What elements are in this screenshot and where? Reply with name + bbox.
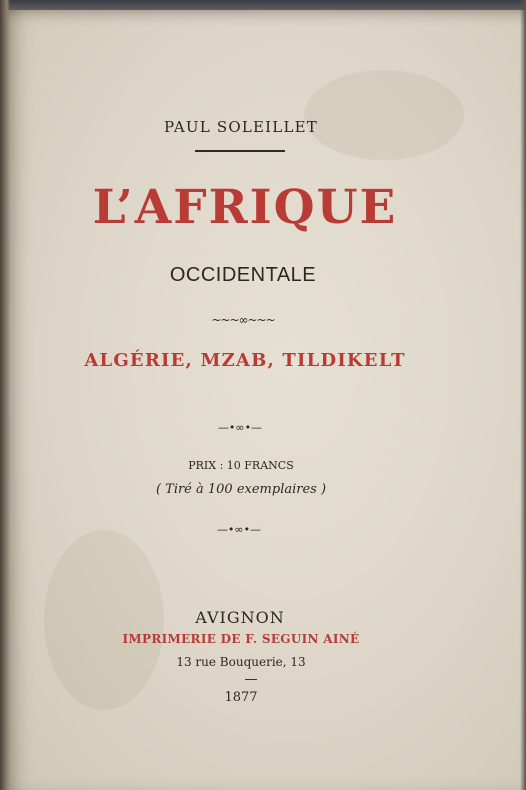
ornament-divider: —•∞•— [217, 421, 263, 434]
edition-note: ( Tiré à 100 exemplaires ) [155, 482, 327, 497]
publication-city: AVIGNON [195, 608, 285, 627]
ornament-divider: ~~~∞~~~ [211, 313, 275, 327]
author-rule [195, 150, 285, 152]
paper-stain [304, 70, 464, 160]
printer-name: IMPRIMERIE DE F. SEGUIN AINÉ [122, 632, 360, 646]
price-line: PRIX : 10 FRANCS [188, 459, 294, 472]
binding-edge [0, 0, 10, 790]
regions-line: ALGÉRIE, MZAB, TILDIKELT [84, 350, 406, 371]
book-title: L’AFRIQUE [92, 180, 398, 235]
ornament-divider: —•∞•— [216, 523, 262, 536]
right-edge-shadow [520, 0, 526, 790]
publication-year: 1877 [224, 690, 258, 705]
author-name: PAUL SOLEILLET [163, 118, 318, 136]
year-dash [245, 679, 257, 680]
title-page [4, 10, 526, 790]
book-subtitle: OCCIDENTALE [169, 264, 317, 286]
printer-address: 13 rue Bouquerie, 13 [176, 655, 306, 669]
